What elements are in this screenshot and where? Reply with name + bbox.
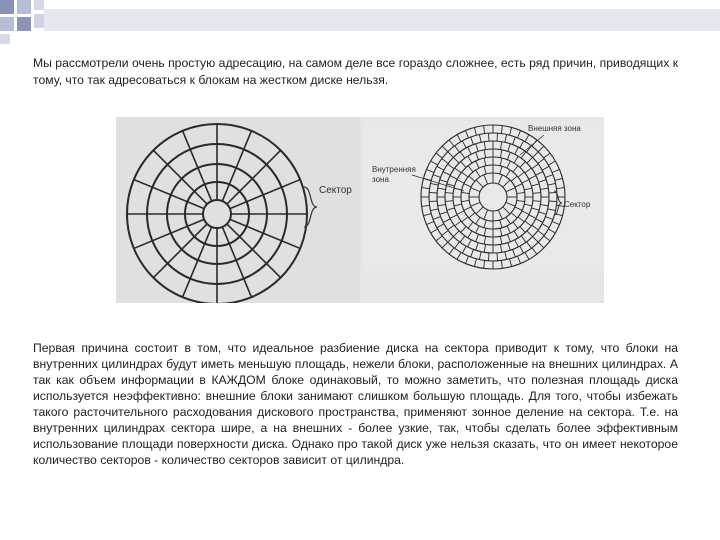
sector-line [522, 180, 529, 183]
sector-line [426, 221, 433, 224]
track-circle [479, 183, 507, 211]
sector-line [460, 152, 465, 158]
sector-line [476, 170, 480, 177]
sector-line [501, 260, 502, 268]
left-sector-label: Сектор [319, 185, 352, 196]
slide-header-decoration [0, 0, 720, 44]
sector-line [471, 188, 480, 192]
sector-line [433, 175, 440, 178]
sector-line [521, 236, 526, 242]
sector-line [476, 161, 479, 168]
sector-line [515, 240, 519, 247]
sector-line [457, 180, 464, 183]
sector-line [153, 150, 207, 204]
sector-line [527, 157, 533, 163]
sector-line [431, 161, 438, 165]
sector-line [443, 219, 450, 223]
sector-line [506, 217, 510, 224]
sector-line [461, 227, 466, 233]
sector-line [455, 221, 461, 226]
sector-line [460, 236, 465, 242]
sector-line [476, 207, 483, 214]
sector-line [468, 147, 472, 154]
sector-line [497, 253, 498, 261]
decor-square [0, 0, 14, 14]
sector-line [448, 237, 454, 243]
sector-line [437, 166, 444, 170]
decor-square [34, 0, 44, 10]
decor-square [17, 0, 31, 14]
sector-line [442, 242, 448, 248]
sector-line [465, 130, 468, 137]
sector-line [484, 228, 486, 236]
sector-line [549, 201, 557, 202]
sector-line [549, 192, 557, 193]
zoned-disk [421, 125, 565, 269]
disk-sectors-figure [116, 117, 604, 303]
decor-square [0, 17, 14, 31]
sector-line [520, 227, 525, 233]
sector-line [488, 253, 489, 261]
sector-line [542, 224, 549, 228]
sector-line [448, 152, 454, 158]
sector-line [503, 207, 510, 214]
sector-line [500, 236, 501, 244]
sector-line [497, 133, 498, 141]
sector-line [438, 205, 446, 206]
sector-line [548, 229, 555, 233]
sector-line [506, 188, 515, 192]
sector-line [227, 150, 281, 204]
sector-line [500, 228, 502, 236]
sector-line [532, 164, 538, 169]
sector-line [468, 240, 472, 247]
sector-line [422, 205, 430, 206]
sector-line [423, 214, 431, 216]
track-circle [203, 200, 231, 228]
sector-line [513, 137, 516, 144]
sector-line [450, 176, 457, 180]
sector-line [443, 172, 450, 176]
sector-line [462, 246, 466, 253]
sector-line [431, 229, 438, 233]
sector-line [544, 153, 550, 158]
sector-line [533, 193, 541, 194]
sector-line [529, 176, 536, 180]
intro-paragraph: Мы рассмотрели очень простую адресацию, на самом деле все гораздо сложнее, есть ряд причин, приводящих к тому, что так адресоваться к блокам на жестком диске нельзя. [33, 56, 679, 87]
sector-line [453, 157, 459, 163]
sector-line [522, 211, 529, 214]
sector-line [457, 252, 461, 259]
sector-line [484, 126, 485, 134]
sector-line [539, 212, 547, 214]
sector-line [510, 259, 512, 267]
sector-line [453, 231, 459, 237]
sector-line [455, 242, 460, 248]
sector-line [433, 217, 440, 220]
sector-line [548, 209, 556, 211]
sector-line [531, 208, 539, 210]
sector-line [462, 217, 468, 222]
decor-square [17, 17, 31, 31]
sector-line [484, 166, 486, 174]
sector-line [445, 201, 453, 202]
sector-line [448, 225, 454, 230]
sector-line [479, 252, 481, 260]
sector-line [448, 164, 454, 169]
sector-line [515, 147, 519, 154]
sector-line [518, 172, 524, 177]
sector-line [422, 188, 430, 189]
sector-line [518, 217, 524, 222]
sector-line [505, 134, 507, 142]
sector-line [476, 144, 478, 152]
sector-line [506, 170, 510, 177]
sector-line [548, 183, 556, 185]
sector-line [498, 175, 502, 184]
sector-line [532, 248, 537, 254]
sector-line [510, 127, 512, 135]
sector-line [500, 150, 501, 158]
sector-line [462, 172, 468, 177]
sector-line [461, 192, 469, 193]
sector-line [513, 249, 516, 256]
sector-line [484, 210, 488, 219]
sector-line [468, 222, 473, 228]
body-paragraph: Первая причина состоит в том, что идеальное разбиение диска на сектора приводит к тому, что блоки на внутренних цилиндрах будут иметь меньшую площадь, нежели блоки, расположенные на внешних цилиндрах. А так как объем информации в КАЖДОМ блоке одинаковый, то можно заметить, что полезная площадь диска используется неэффективно: внешние блоки занимают слишком большую площадь. Для того, чтобы избежать такого расточительного расходования дискового пространства, применяют зонное деление на сектора. Т.е. на внутренних цилиндрах сектора шире, а на внешних - более узкие, так, чтобы сделать более эффективным использование площади поверхности диска. Однако про такой диск уже нельзя сказать, что он имеет некоторое количество секторов - количество секторов зависит от цилиндра. [33, 341, 678, 467]
disk-diagram-svg [116, 117, 604, 303]
sector-line [538, 146, 544, 152]
sector-line [429, 192, 437, 193]
sector-line [426, 169, 433, 172]
sector-line [430, 183, 438, 185]
sector-line [464, 207, 471, 210]
sector-line [520, 246, 524, 253]
sector-line [450, 215, 457, 219]
sector-line [505, 252, 507, 260]
outer-zone-label: Внешняя зона [528, 124, 581, 133]
sector-line [507, 152, 510, 159]
sector-line [455, 146, 460, 152]
sector-line [501, 142, 502, 150]
sector-line [539, 180, 547, 182]
sector-line [529, 215, 536, 219]
sector-line [437, 224, 444, 228]
sector-line [462, 141, 466, 148]
inner-zone-label-line2: зона [372, 175, 389, 184]
uniform-disk [127, 124, 307, 303]
sector-line [533, 237, 539, 243]
sector-line [476, 226, 479, 233]
sector-line [484, 260, 485, 268]
sector-line [457, 135, 461, 142]
sector-line [501, 244, 502, 252]
sector-line [468, 156, 472, 163]
sector-line [449, 140, 454, 146]
sector-line [436, 153, 442, 158]
sector-line [507, 234, 510, 241]
sector-line [429, 201, 437, 202]
sector-line [542, 166, 549, 170]
sector-line [552, 221, 559, 224]
sector-line [430, 209, 438, 211]
sector-line [555, 178, 563, 180]
sector-line [461, 162, 466, 168]
sector-line [556, 188, 564, 189]
sector-line [440, 180, 448, 182]
decor-square [0, 34, 10, 44]
sector-line [513, 166, 518, 172]
sector-line [520, 141, 524, 148]
sector-line [476, 234, 479, 241]
sector-line [520, 162, 525, 168]
sector-line [515, 184, 522, 187]
sector-line [540, 205, 548, 206]
sector-line [484, 150, 485, 158]
sector-line [513, 222, 518, 228]
sector-line [545, 175, 552, 178]
sector-line [514, 156, 518, 163]
sector-line [484, 175, 488, 184]
sector-line [447, 208, 455, 210]
sector-line [524, 188, 532, 190]
sector-line [507, 226, 510, 233]
sector-line [507, 161, 510, 168]
sector-line [484, 158, 486, 166]
sector-line [533, 201, 541, 202]
sector-line [461, 200, 469, 201]
sector-line [449, 248, 454, 254]
sector-line [471, 137, 474, 144]
sector-line [436, 236, 442, 241]
sector-line [517, 192, 525, 193]
sector-line [527, 231, 533, 237]
sector-line [532, 225, 538, 230]
sector-line [500, 220, 502, 228]
sector-line [544, 236, 550, 241]
sector-line [527, 242, 532, 248]
sector-line [536, 219, 543, 223]
sector-line [468, 231, 472, 238]
sector-line [476, 243, 478, 251]
sector-line [506, 202, 515, 206]
sector-line [153, 224, 207, 278]
sector-line [540, 188, 548, 189]
sector-line [227, 224, 281, 278]
sector-line [517, 130, 520, 137]
sector-line [514, 231, 518, 238]
sector-line [469, 176, 475, 181]
sector-line [525, 168, 531, 173]
sector-line [455, 168, 461, 173]
decor-square [34, 14, 44, 28]
sector-line [474, 127, 476, 135]
sector-line [538, 231, 544, 236]
sector-line [515, 207, 522, 210]
sector-line [500, 158, 502, 166]
sector-line [500, 166, 502, 174]
sector-line [511, 176, 517, 181]
sector-line [471, 249, 474, 256]
sector-line [536, 172, 543, 176]
inner-zone-label-line1: Внутренняя [372, 165, 416, 174]
sector-line [517, 256, 520, 263]
sector-line [511, 213, 517, 218]
sector-line [524, 204, 532, 206]
sector-line [468, 166, 473, 172]
sector-line [498, 210, 502, 219]
sector-line [548, 161, 555, 165]
sector-line [525, 252, 529, 259]
sector-line [531, 184, 539, 186]
sector-line [488, 133, 489, 141]
sector-line [442, 231, 448, 236]
sector-line [484, 142, 485, 150]
sector-line [445, 193, 453, 194]
sector-line [465, 256, 468, 263]
sector-line [442, 146, 448, 152]
sector-line [464, 184, 471, 187]
sector-line [476, 152, 479, 159]
sector-line [484, 236, 485, 244]
sector-line [474, 259, 476, 267]
sector-line [538, 242, 544, 248]
sector-line [517, 200, 525, 201]
sector-line [521, 152, 526, 158]
right-sector-label: Сектор [564, 200, 591, 209]
sector-line [469, 213, 475, 218]
sector-line [457, 211, 464, 214]
sector-line [476, 180, 483, 187]
sector-line [454, 204, 462, 206]
sector-line [471, 202, 480, 206]
outer-zone-pointer [520, 135, 544, 155]
sector-line [508, 243, 510, 251]
sector-line [533, 152, 539, 158]
sector-line [484, 244, 485, 252]
sector-line [503, 180, 510, 187]
sector-line [545, 217, 552, 220]
sector-line [438, 188, 446, 189]
sector-line [501, 126, 502, 134]
sector-line [476, 217, 480, 224]
sector-line [440, 212, 448, 214]
sector-line [484, 220, 486, 228]
sector-line [538, 159, 544, 164]
sector-line [508, 144, 510, 152]
sector-line [479, 134, 481, 142]
header-band [44, 9, 720, 31]
sector-line [525, 135, 529, 142]
sector-line [442, 159, 448, 164]
sector-line [525, 221, 531, 226]
sector-line [552, 169, 559, 172]
